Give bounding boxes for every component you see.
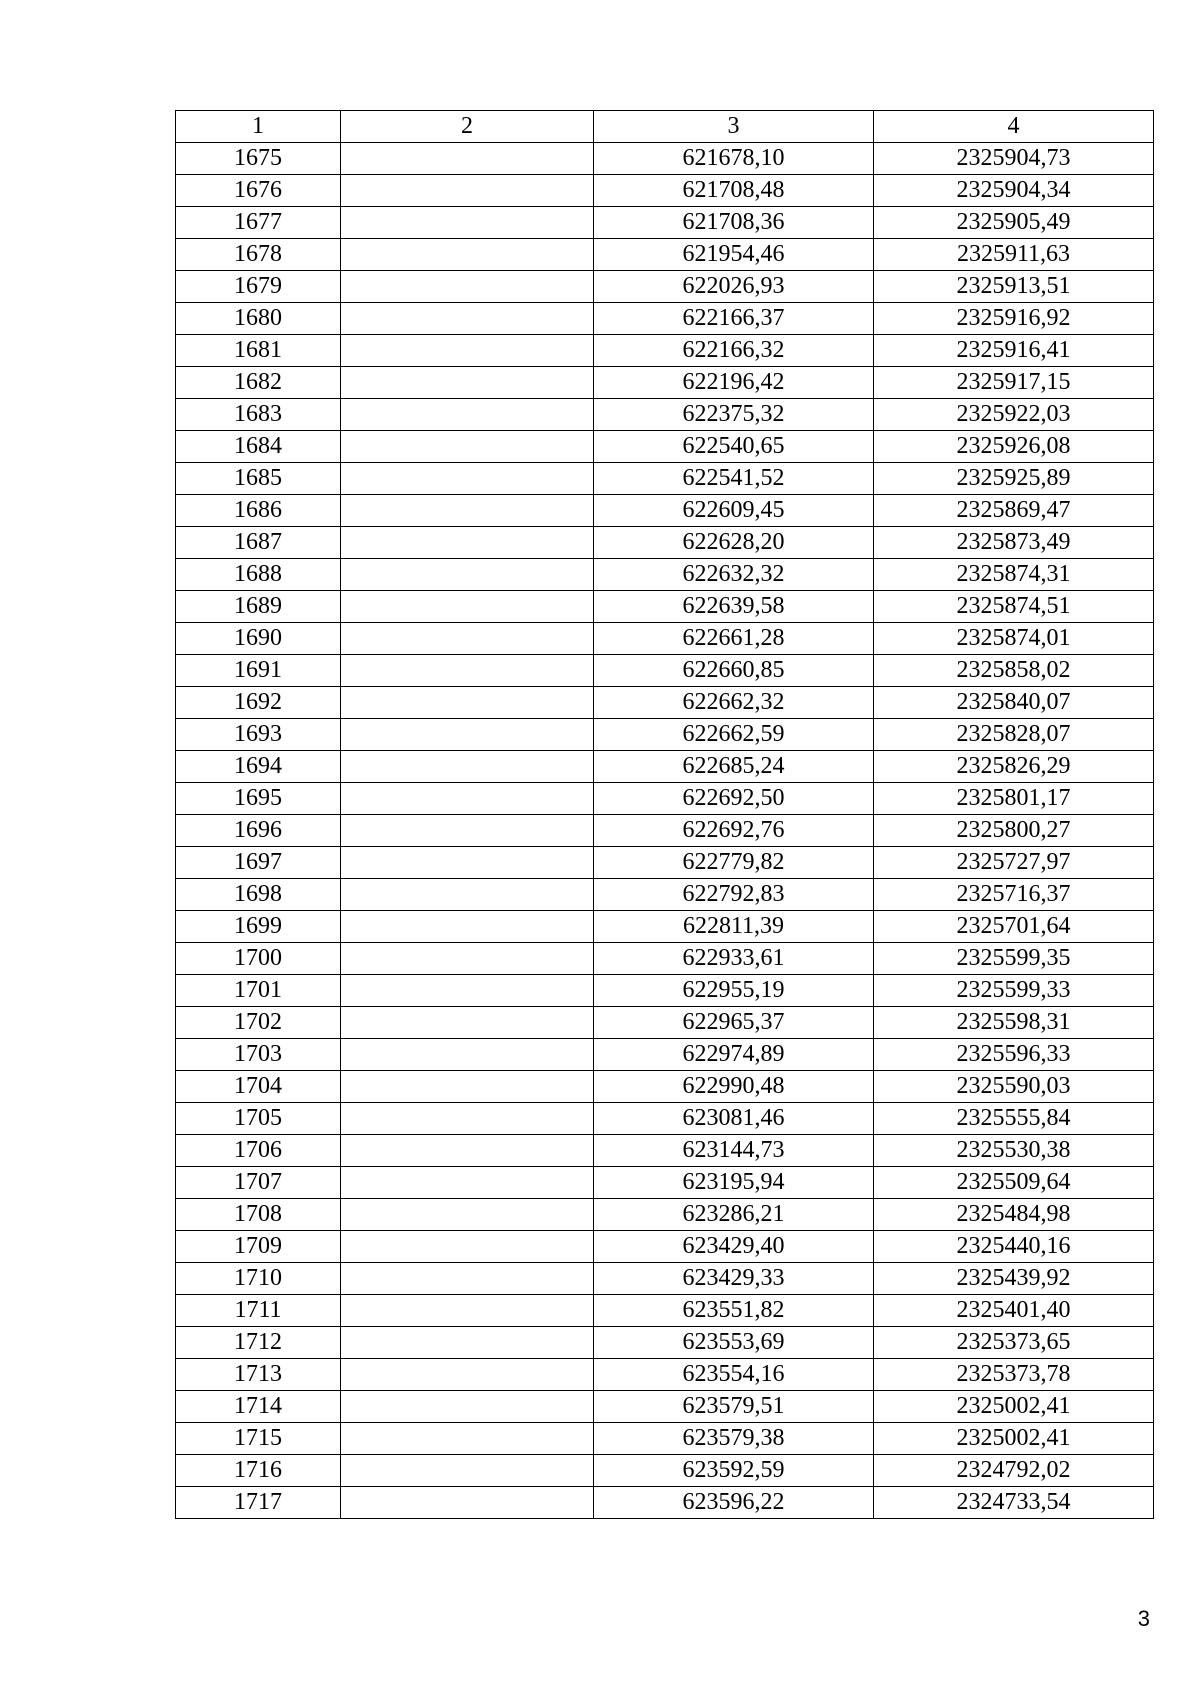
point-number-cell: 1687 — [176, 527, 341, 559]
column-2-cell — [341, 1487, 594, 1519]
point-number-cell: 1676 — [176, 175, 341, 207]
coordinate-x-cell: 622662,32 — [594, 687, 874, 719]
table-row — [176, 1487, 1154, 1519]
table-row — [176, 1295, 1154, 1327]
point-number-cell: 1696 — [176, 815, 341, 847]
coordinate-x-cell: 622026,93 — [594, 271, 874, 303]
point-number-cell: 1689 — [176, 591, 341, 623]
coordinate-y-cell: 2325801,17 — [874, 783, 1154, 815]
column-2-cell — [341, 335, 594, 367]
column-2-cell — [341, 1295, 594, 1327]
coordinate-x-cell: 622639,58 — [594, 591, 874, 623]
coordinate-x-cell: 622811,39 — [594, 911, 874, 943]
point-number-cell: 1712 — [176, 1327, 341, 1359]
point-number-cell: 1695 — [176, 783, 341, 815]
coordinate-y-cell: 2325913,51 — [874, 271, 1154, 303]
coordinate-x-cell: 622955,19 — [594, 975, 874, 1007]
point-number-cell: 1688 — [176, 559, 341, 591]
coordinate-y-cell: 2325873,49 — [874, 527, 1154, 559]
coordinate-y-cell: 2325530,38 — [874, 1135, 1154, 1167]
table-row — [176, 527, 1154, 559]
column-2-cell — [341, 175, 594, 207]
table-row — [176, 623, 1154, 655]
coordinate-y-cell: 2325716,37 — [874, 879, 1154, 911]
coordinate-y-cell: 2325840,07 — [874, 687, 1154, 719]
coordinate-y-cell: 2325874,51 — [874, 591, 1154, 623]
coordinate-x-cell: 623596,22 — [594, 1487, 874, 1519]
table-row — [176, 655, 1154, 687]
table-row — [176, 367, 1154, 399]
point-number-cell: 1679 — [176, 271, 341, 303]
table-row — [176, 719, 1154, 751]
column-2-cell — [341, 399, 594, 431]
point-number-cell: 1714 — [176, 1391, 341, 1423]
table-row — [176, 751, 1154, 783]
coordinate-y-cell: 2325701,64 — [874, 911, 1154, 943]
point-number-cell: 1711 — [176, 1295, 341, 1327]
coordinate-y-cell: 2325922,03 — [874, 399, 1154, 431]
point-number-cell: 1682 — [176, 367, 341, 399]
coordinate-y-cell: 2325599,35 — [874, 943, 1154, 975]
point-number-cell: 1710 — [176, 1263, 341, 1295]
coordinate-y-cell: 2325858,02 — [874, 655, 1154, 687]
coordinate-x-cell: 622990,48 — [594, 1071, 874, 1103]
table-row — [176, 1135, 1154, 1167]
coordinate-x-cell: 623286,21 — [594, 1199, 874, 1231]
coordinate-y-cell: 2325926,08 — [874, 431, 1154, 463]
coordinate-x-cell: 622685,24 — [594, 751, 874, 783]
coordinate-y-cell: 2325727,97 — [874, 847, 1154, 879]
table-row — [176, 303, 1154, 335]
table-row — [176, 1199, 1154, 1231]
coordinate-x-cell: 623551,82 — [594, 1295, 874, 1327]
coordinate-x-cell: 623081,46 — [594, 1103, 874, 1135]
table-row — [176, 911, 1154, 943]
column-2-cell — [341, 719, 594, 751]
coordinate-x-cell: 623579,51 — [594, 1391, 874, 1423]
column-2-cell — [341, 783, 594, 815]
coordinate-y-cell: 2325002,41 — [874, 1391, 1154, 1423]
coordinate-y-cell: 2324733,54 — [874, 1487, 1154, 1519]
point-number-cell: 1684 — [176, 431, 341, 463]
coordinate-x-cell: 622779,82 — [594, 847, 874, 879]
column-2-cell — [341, 367, 594, 399]
point-number-cell: 1692 — [176, 687, 341, 719]
coordinate-x-cell: 621954,46 — [594, 239, 874, 271]
coordinate-x-cell: 621708,36 — [594, 207, 874, 239]
coordinate-y-cell: 2325905,49 — [874, 207, 1154, 239]
coordinate-x-cell: 623429,40 — [594, 1231, 874, 1263]
table-row — [176, 783, 1154, 815]
coordinate-y-cell: 2325401,40 — [874, 1295, 1154, 1327]
coordinate-y-cell: 2325904,34 — [874, 175, 1154, 207]
table-row — [176, 175, 1154, 207]
coordinate-x-cell: 622974,89 — [594, 1039, 874, 1071]
coordinate-x-cell: 622632,32 — [594, 559, 874, 591]
point-number-cell: 1694 — [176, 751, 341, 783]
coordinate-y-cell: 2325916,41 — [874, 335, 1154, 367]
coordinate-y-cell: 2325916,92 — [874, 303, 1154, 335]
table-row — [176, 335, 1154, 367]
point-number-cell: 1700 — [176, 943, 341, 975]
column-2-cell — [341, 1039, 594, 1071]
coordinate-y-cell: 2325911,63 — [874, 239, 1154, 271]
header-row — [176, 111, 1154, 143]
column-2-cell — [341, 1167, 594, 1199]
coordinate-y-cell: 2325800,27 — [874, 815, 1154, 847]
coordinate-x-cell: 622166,37 — [594, 303, 874, 335]
table-row — [176, 1103, 1154, 1135]
point-number-cell: 1704 — [176, 1071, 341, 1103]
column-2-cell — [341, 943, 594, 975]
column-2-cell — [341, 1327, 594, 1359]
coordinate-y-cell: 2325874,31 — [874, 559, 1154, 591]
coordinate-x-cell: 623592,59 — [594, 1455, 874, 1487]
column-2-cell — [341, 1199, 594, 1231]
coordinate-x-cell: 622540,65 — [594, 431, 874, 463]
column-2-cell — [341, 1391, 594, 1423]
table-row — [176, 399, 1154, 431]
coordinate-y-cell: 2325917,15 — [874, 367, 1154, 399]
table-row — [176, 495, 1154, 527]
table-row — [176, 975, 1154, 1007]
table-row — [176, 1391, 1154, 1423]
point-number-cell: 1716 — [176, 1455, 341, 1487]
table-row — [176, 143, 1154, 175]
coordinate-x-cell: 623553,69 — [594, 1327, 874, 1359]
table-row — [176, 463, 1154, 495]
column-2-cell — [341, 1071, 594, 1103]
coordinate-y-cell: 2324792,02 — [874, 1455, 1154, 1487]
point-number-cell: 1699 — [176, 911, 341, 943]
column-2-cell — [341, 527, 594, 559]
coordinate-x-cell: 623429,33 — [594, 1263, 874, 1295]
table-row — [176, 943, 1154, 975]
column-2-cell — [341, 239, 594, 271]
table-row — [176, 1039, 1154, 1071]
table-header — [176, 111, 1154, 143]
column-2-cell — [341, 207, 594, 239]
coordinate-x-cell: 622609,45 — [594, 495, 874, 527]
table-row — [176, 239, 1154, 271]
column-2-cell — [341, 847, 594, 879]
coordinate-y-cell: 2325440,16 — [874, 1231, 1154, 1263]
coordinate-y-cell: 2325596,33 — [874, 1039, 1154, 1071]
coordinate-y-cell: 2325002,41 — [874, 1423, 1154, 1455]
header-cell-2: 2 — [341, 111, 594, 143]
point-number-cell: 1675 — [176, 143, 341, 175]
table-row — [176, 559, 1154, 591]
column-2-cell — [341, 1263, 594, 1295]
coordinate-x-cell: 623554,16 — [594, 1359, 874, 1391]
coordinate-y-cell: 2325590,03 — [874, 1071, 1154, 1103]
coordinate-y-cell: 2325904,73 — [874, 143, 1154, 175]
coordinate-x-cell: 622792,83 — [594, 879, 874, 911]
coordinate-y-cell: 2325828,07 — [874, 719, 1154, 751]
header-cell-4: 4 — [874, 111, 1154, 143]
coordinate-y-cell: 2325373,78 — [874, 1359, 1154, 1391]
coordinate-x-cell: 621678,10 — [594, 143, 874, 175]
coordinate-y-cell: 2325826,29 — [874, 751, 1154, 783]
table-row — [176, 591, 1154, 623]
point-number-cell: 1708 — [176, 1199, 341, 1231]
coordinate-x-cell: 622375,32 — [594, 399, 874, 431]
table-row — [176, 1359, 1154, 1391]
coordinate-y-cell: 2325555,84 — [874, 1103, 1154, 1135]
table-row — [176, 207, 1154, 239]
coordinate-x-cell: 622692,50 — [594, 783, 874, 815]
coordinate-y-cell: 2325373,65 — [874, 1327, 1154, 1359]
column-2-cell — [341, 975, 594, 1007]
point-number-cell: 1690 — [176, 623, 341, 655]
table-row — [176, 1007, 1154, 1039]
column-2-cell — [341, 751, 594, 783]
column-2-cell — [341, 1007, 594, 1039]
point-number-cell: 1686 — [176, 495, 341, 527]
column-2-cell — [341, 559, 594, 591]
point-number-cell: 1709 — [176, 1231, 341, 1263]
coordinate-y-cell: 2325869,47 — [874, 495, 1154, 527]
table-row — [176, 847, 1154, 879]
table-body — [176, 143, 1154, 1519]
coordinate-x-cell: 622196,42 — [594, 367, 874, 399]
point-number-cell: 1701 — [176, 975, 341, 1007]
coordinate-x-cell: 622166,32 — [594, 335, 874, 367]
column-2-cell — [341, 1359, 594, 1391]
column-2-cell — [341, 271, 594, 303]
point-number-cell: 1706 — [176, 1135, 341, 1167]
table-row — [176, 815, 1154, 847]
coordinate-x-cell: 623144,73 — [594, 1135, 874, 1167]
table-row — [176, 431, 1154, 463]
point-number-cell: 1707 — [176, 1167, 341, 1199]
table-row — [176, 879, 1154, 911]
coordinate-x-cell: 622628,20 — [594, 527, 874, 559]
coordinate-y-cell: 2325599,33 — [874, 975, 1154, 1007]
column-2-cell — [341, 815, 594, 847]
table-row — [176, 1167, 1154, 1199]
point-number-cell: 1717 — [176, 1487, 341, 1519]
header-cell-1: 1 — [176, 111, 341, 143]
table-row — [176, 1455, 1154, 1487]
coordinate-x-cell: 622660,85 — [594, 655, 874, 687]
point-number-cell: 1702 — [176, 1007, 341, 1039]
table-row — [176, 687, 1154, 719]
point-number-cell: 1713 — [176, 1359, 341, 1391]
point-number-cell: 1691 — [176, 655, 341, 687]
coordinates-table — [175, 110, 1154, 1519]
table-row — [176, 1263, 1154, 1295]
point-number-cell: 1705 — [176, 1103, 341, 1135]
point-number-cell: 1683 — [176, 399, 341, 431]
column-2-cell — [341, 303, 594, 335]
column-2-cell — [341, 143, 594, 175]
coordinate-x-cell: 623195,94 — [594, 1167, 874, 1199]
point-number-cell: 1715 — [176, 1423, 341, 1455]
column-2-cell — [341, 687, 594, 719]
table-row — [176, 271, 1154, 303]
column-2-cell — [341, 911, 594, 943]
column-2-cell — [341, 623, 594, 655]
point-number-cell: 1697 — [176, 847, 341, 879]
coordinate-y-cell: 2325439,92 — [874, 1263, 1154, 1295]
table-row — [176, 1327, 1154, 1359]
coordinate-x-cell: 622692,76 — [594, 815, 874, 847]
table-row — [176, 1231, 1154, 1263]
header-cell-3: 3 — [594, 111, 874, 143]
column-2-cell — [341, 1135, 594, 1167]
column-2-cell — [341, 1231, 594, 1263]
page-number: 3 — [1137, 1606, 1150, 1631]
coordinate-y-cell: 2325598,31 — [874, 1007, 1154, 1039]
coordinate-y-cell: 2325509,64 — [874, 1167, 1154, 1199]
column-2-cell — [341, 1423, 594, 1455]
column-2-cell — [341, 1103, 594, 1135]
table-row — [176, 1071, 1154, 1103]
point-number-cell: 1681 — [176, 335, 341, 367]
column-2-cell — [341, 431, 594, 463]
point-number-cell: 1680 — [176, 303, 341, 335]
coordinate-y-cell: 2325484,98 — [874, 1199, 1154, 1231]
point-number-cell: 1693 — [176, 719, 341, 751]
column-2-cell — [341, 655, 594, 687]
coordinate-x-cell: 622965,37 — [594, 1007, 874, 1039]
coordinate-x-cell: 622661,28 — [594, 623, 874, 655]
coordinate-x-cell: 622933,61 — [594, 943, 874, 975]
column-2-cell — [341, 1455, 594, 1487]
column-2-cell — [341, 495, 594, 527]
coordinate-x-cell: 622662,59 — [594, 719, 874, 751]
coordinate-y-cell: 2325925,89 — [874, 463, 1154, 495]
coordinate-x-cell: 623579,38 — [594, 1423, 874, 1455]
column-2-cell — [341, 591, 594, 623]
point-number-cell: 1698 — [176, 879, 341, 911]
point-number-cell: 1677 — [176, 207, 341, 239]
column-2-cell — [341, 879, 594, 911]
coordinate-y-cell: 2325874,01 — [874, 623, 1154, 655]
table-row — [176, 1423, 1154, 1455]
coordinate-x-cell: 621708,48 — [594, 175, 874, 207]
column-2-cell — [341, 463, 594, 495]
point-number-cell: 1678 — [176, 239, 341, 271]
coordinate-x-cell: 622541,52 — [594, 463, 874, 495]
point-number-cell: 1703 — [176, 1039, 341, 1071]
point-number-cell: 1685 — [176, 463, 341, 495]
